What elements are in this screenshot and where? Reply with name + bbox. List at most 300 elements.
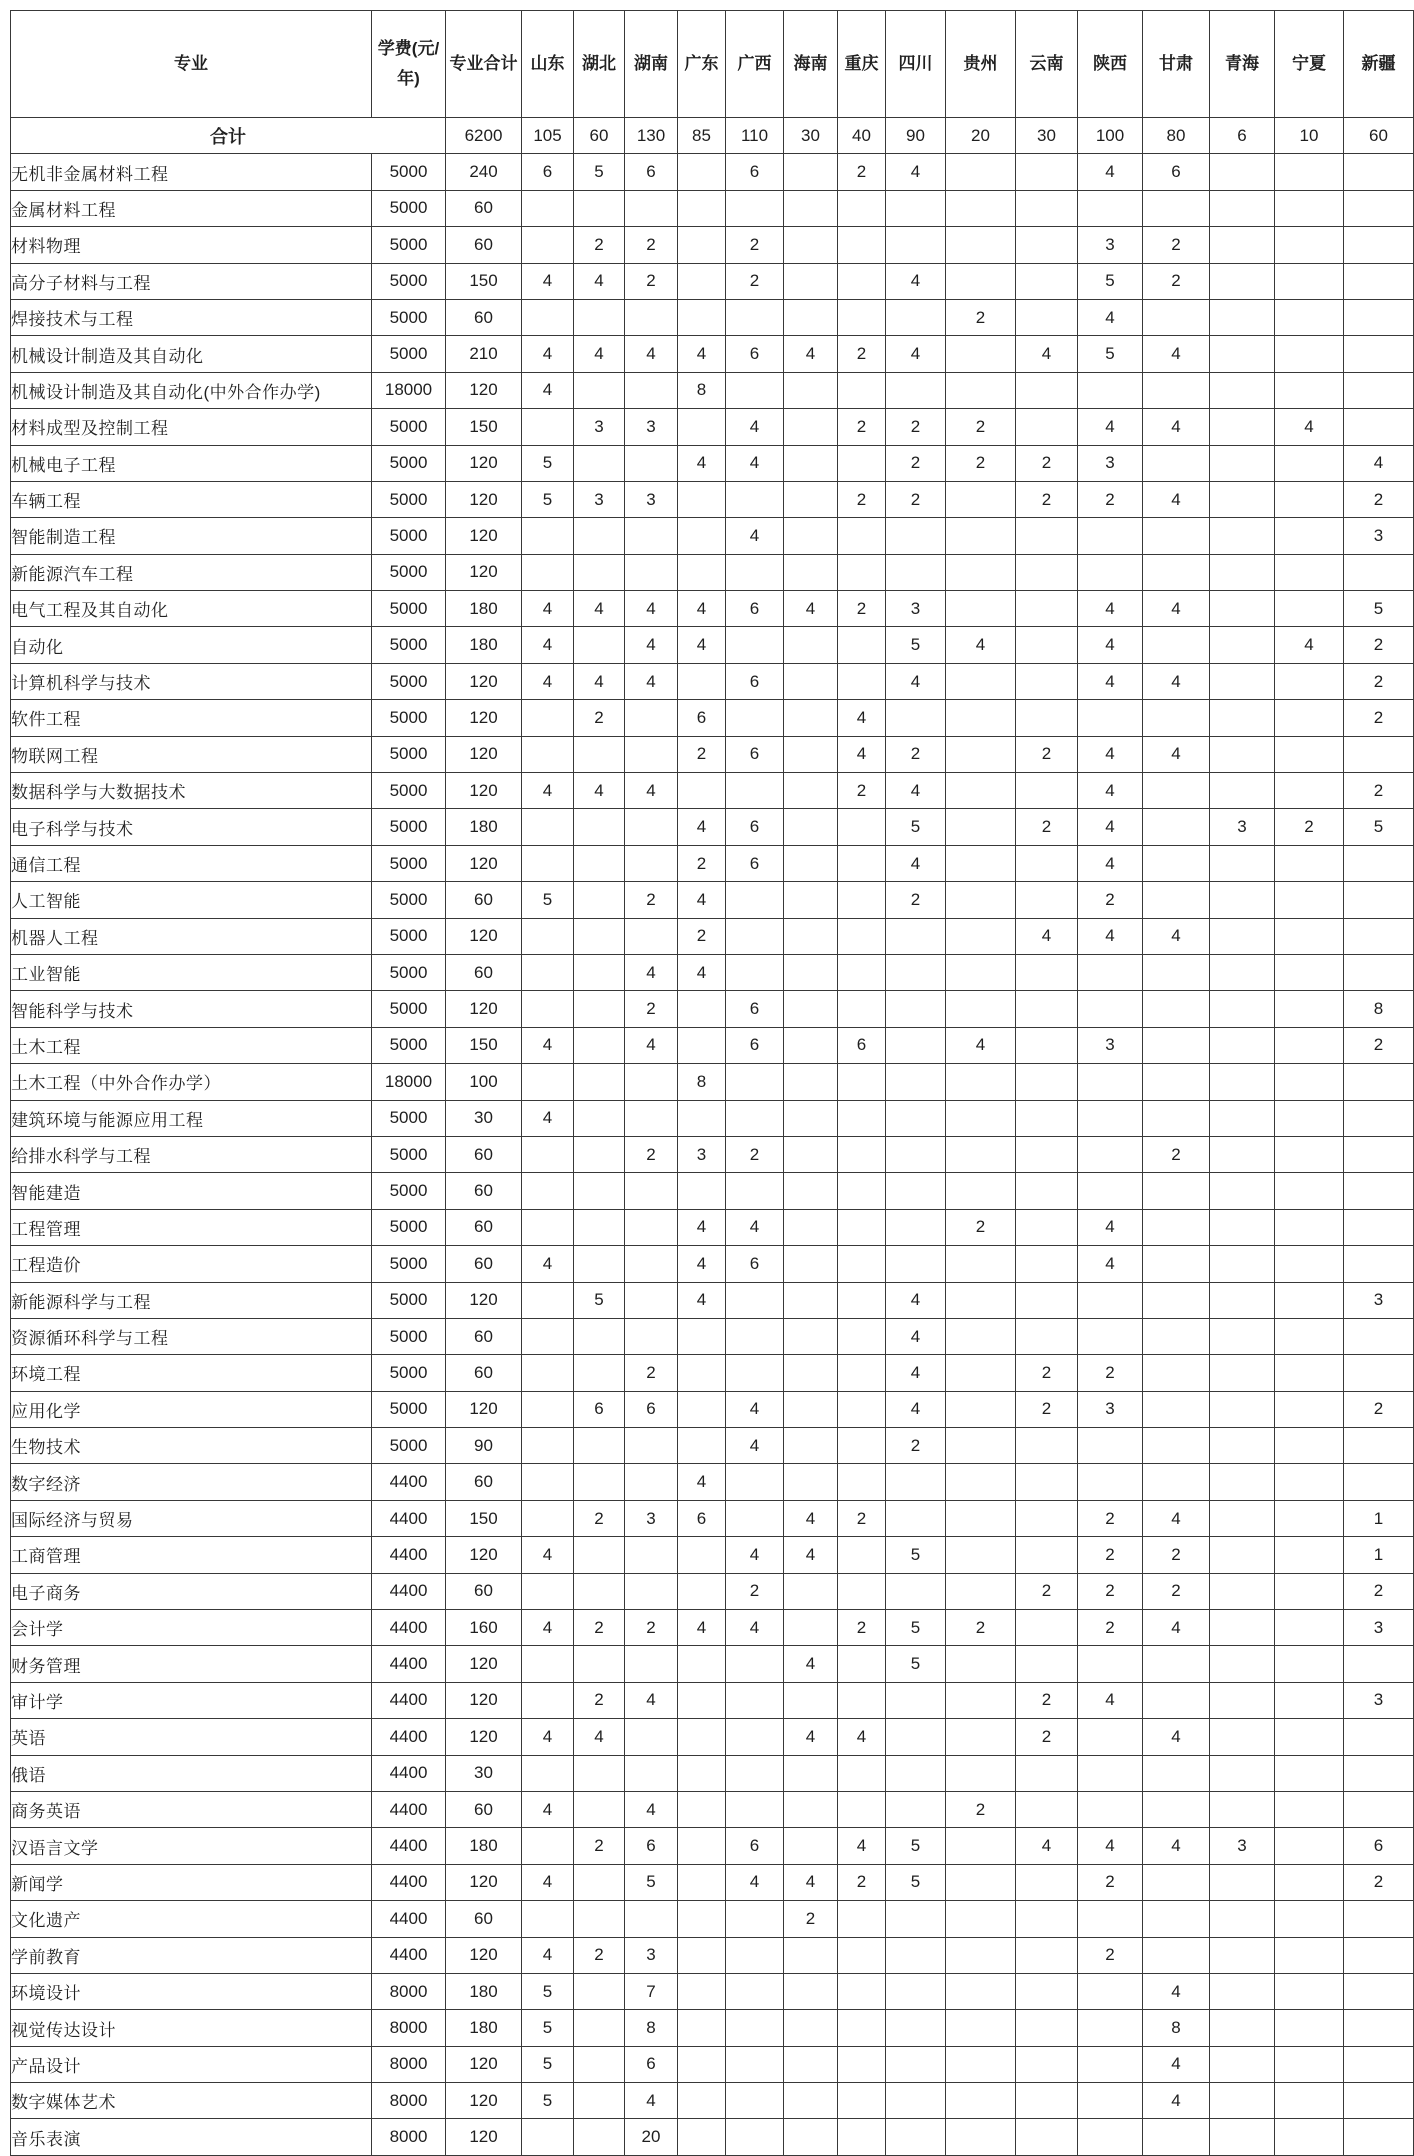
province-quota-cell — [726, 1719, 784, 1755]
province-quota-cell — [886, 1682, 946, 1718]
province-quota-cell: 2 — [838, 481, 886, 517]
province-quota-cell: 2 — [1016, 1682, 1078, 1718]
province-quota-cell: 4 — [574, 336, 625, 372]
province-quota-cell — [1210, 372, 1275, 408]
province-quota-cell: 4 — [1143, 481, 1210, 517]
tuition-fee-cell: 5000 — [372, 991, 446, 1027]
province-quota-cell: 4 — [784, 1719, 838, 1755]
major-name-cell: 数字媒体艺术 — [11, 2083, 372, 2119]
major-name-cell: 商务英语 — [11, 1791, 372, 1827]
province-quota-cell — [946, 1173, 1016, 1209]
province-quota-cell — [946, 154, 1016, 190]
province-quota-cell: 2 — [1016, 445, 1078, 481]
province-quota-cell — [838, 1755, 886, 1791]
major-name-cell: 物联网工程 — [11, 736, 372, 772]
province-quota-cell — [1210, 1391, 1275, 1427]
province-quota-cell — [678, 190, 726, 226]
major-total-cell: 120 — [446, 554, 522, 590]
province-quota-cell — [838, 663, 886, 699]
province-quota-cell — [1210, 409, 1275, 445]
province-quota-cell — [1210, 918, 1275, 954]
table-row — [11, 1973, 1414, 2009]
province-quota-cell: 4 — [726, 1864, 784, 1900]
total-row-province-value: 110 — [726, 118, 784, 154]
province-quota-cell — [1016, 2119, 1078, 2155]
province-quota-cell — [1344, 845, 1414, 881]
major-name-cell: 电子商务 — [11, 1573, 372, 1609]
column-header: 湖北 — [574, 11, 625, 118]
province-quota-cell — [784, 154, 838, 190]
province-quota-cell — [522, 518, 574, 554]
province-quota-cell: 2 — [1016, 1355, 1078, 1391]
province-quota-cell: 4 — [625, 336, 678, 372]
major-name-cell: 资源循环科学与工程 — [11, 1318, 372, 1354]
province-quota-cell — [946, 518, 1016, 554]
major-total-cell: 150 — [446, 1027, 522, 1063]
tuition-fee-cell: 5000 — [372, 1027, 446, 1063]
province-quota-cell: 2 — [1078, 481, 1143, 517]
tuition-fee-cell: 4400 — [372, 1937, 446, 1973]
province-quota-cell — [574, 1100, 625, 1136]
column-header: 广东 — [678, 11, 726, 118]
province-quota-cell: 4 — [1143, 2046, 1210, 2082]
province-quota-cell: 2 — [1016, 1573, 1078, 1609]
table-body — [11, 118, 1414, 2156]
province-quota-cell — [784, 518, 838, 554]
province-quota-cell: 5 — [522, 2046, 574, 2082]
province-quota-cell — [886, 2046, 946, 2082]
province-quota-cell — [1275, 845, 1344, 881]
table-row — [11, 1864, 1414, 1900]
table-row — [11, 1828, 1414, 1864]
province-quota-cell — [1210, 1318, 1275, 1354]
province-quota-cell — [1344, 190, 1414, 226]
province-quota-cell — [1078, 1719, 1143, 1755]
province-quota-cell — [726, 372, 784, 408]
province-quota-cell — [574, 1573, 625, 1609]
province-quota-cell — [1078, 1428, 1143, 1464]
province-quota-cell — [574, 2010, 625, 2046]
province-quota-cell: 6 — [726, 736, 784, 772]
total-row-province-value: 105 — [522, 118, 574, 154]
province-quota-cell — [784, 1209, 838, 1245]
province-quota-cell: 4 — [1143, 918, 1210, 954]
province-quota-cell — [838, 2119, 886, 2155]
province-quota-cell: 6 — [726, 1027, 784, 1063]
province-quota-cell: 4 — [784, 1537, 838, 1573]
province-quota-cell: 3 — [574, 481, 625, 517]
province-quota-cell: 4 — [625, 663, 678, 699]
province-quota-cell — [1016, 991, 1078, 1027]
province-quota-cell — [1016, 1064, 1078, 1100]
column-header: 湖南 — [625, 11, 678, 118]
province-quota-cell: 3 — [678, 1136, 726, 1172]
province-quota-cell — [678, 481, 726, 517]
province-quota-cell — [1016, 1136, 1078, 1172]
province-quota-cell: 2 — [946, 299, 1016, 335]
province-quota-cell — [1275, 1828, 1344, 1864]
province-quota-cell — [1210, 2083, 1275, 2119]
province-quota-cell — [1210, 2046, 1275, 2082]
tuition-fee-cell: 5000 — [372, 736, 446, 772]
province-quota-cell — [522, 918, 574, 954]
table-row — [11, 372, 1414, 408]
province-quota-cell: 2 — [1016, 809, 1078, 845]
province-quota-cell — [574, 1027, 625, 1063]
province-quota-cell: 2 — [1016, 481, 1078, 517]
province-quota-cell — [1016, 663, 1078, 699]
province-quota-cell — [1275, 263, 1344, 299]
major-total-cell: 120 — [446, 1646, 522, 1682]
province-quota-cell: 4 — [1143, 2083, 1210, 2119]
province-quota-cell — [678, 1391, 726, 1427]
province-quota-cell: 2 — [838, 1864, 886, 1900]
province-quota-cell: 4 — [574, 591, 625, 627]
province-quota-cell: 2 — [886, 409, 946, 445]
province-quota-cell — [1143, 190, 1210, 226]
province-quota-cell — [1078, 190, 1143, 226]
province-quota-cell — [1275, 1027, 1344, 1063]
column-header: 新疆 — [1344, 11, 1414, 118]
major-name-cell: 环境工程 — [11, 1355, 372, 1391]
province-quota-cell — [522, 554, 574, 590]
tuition-fee-cell: 4400 — [372, 1573, 446, 1609]
province-quota-cell — [1016, 2010, 1078, 2046]
province-quota-cell: 4 — [886, 1355, 946, 1391]
major-name-cell: 产品设计 — [11, 2046, 372, 2082]
province-quota-cell — [678, 1027, 726, 1063]
province-quota-cell — [1344, 918, 1414, 954]
province-quota-cell: 4 — [1078, 627, 1143, 663]
province-quota-cell — [1016, 299, 1078, 335]
table-row — [11, 591, 1414, 627]
province-quota-cell: 4 — [784, 336, 838, 372]
province-quota-cell — [625, 1537, 678, 1573]
province-quota-cell: 2 — [838, 1610, 886, 1646]
major-name-cell: 土木工程（中外合作办学） — [11, 1064, 372, 1100]
province-quota-cell — [1016, 954, 1078, 990]
province-quota-cell: 4 — [1078, 299, 1143, 335]
province-quota-cell — [886, 2010, 946, 2046]
province-quota-cell: 6 — [522, 154, 574, 190]
tuition-fee-cell: 5000 — [372, 1318, 446, 1354]
province-quota-cell: 5 — [1078, 336, 1143, 372]
province-quota-cell — [886, 991, 946, 1027]
province-quota-cell — [838, 554, 886, 590]
province-quota-cell — [1143, 445, 1210, 481]
province-quota-cell — [838, 299, 886, 335]
province-quota-cell: 6 — [625, 1391, 678, 1427]
province-quota-cell — [522, 409, 574, 445]
major-name-cell: 无机非金属材料工程 — [11, 154, 372, 190]
table-row — [11, 1064, 1414, 1100]
province-quota-cell: 4 — [1016, 918, 1078, 954]
province-quota-cell: 2 — [784, 1901, 838, 1937]
province-quota-cell: 4 — [784, 1646, 838, 1682]
province-quota-cell: 5 — [886, 1537, 946, 1573]
province-quota-cell — [1016, 1246, 1078, 1282]
tuition-fee-cell: 4400 — [372, 1719, 446, 1755]
tuition-fee-cell: 4400 — [372, 1901, 446, 1937]
province-quota-cell — [1210, 1791, 1275, 1827]
province-quota-cell: 3 — [625, 481, 678, 517]
province-quota-cell — [625, 1646, 678, 1682]
province-quota-cell — [726, 1500, 784, 1536]
province-quota-cell — [838, 1464, 886, 1500]
province-quota-cell: 6 — [625, 2046, 678, 2082]
province-quota-cell — [1275, 1391, 1344, 1427]
province-quota-cell — [1016, 1937, 1078, 1973]
province-quota-cell — [1210, 1282, 1275, 1318]
major-total-cell: 180 — [446, 1828, 522, 1864]
table-row — [11, 1719, 1414, 1755]
province-quota-cell — [522, 2119, 574, 2155]
major-total-cell: 30 — [446, 1100, 522, 1136]
province-quota-cell — [784, 1791, 838, 1827]
province-quota-cell — [1275, 1355, 1344, 1391]
province-quota-cell — [784, 1973, 838, 2009]
province-quota-cell — [1275, 1719, 1344, 1755]
province-quota-cell: 2 — [1016, 1719, 1078, 1755]
major-total-cell: 150 — [446, 409, 522, 445]
province-quota-cell: 4 — [678, 445, 726, 481]
major-total-cell: 120 — [446, 736, 522, 772]
province-quota-cell: 4 — [1143, 1828, 1210, 1864]
tuition-fee-cell: 5000 — [372, 845, 446, 881]
major-total-cell: 60 — [446, 1901, 522, 1937]
province-quota-cell — [1275, 2083, 1344, 2119]
province-quota-cell — [1275, 154, 1344, 190]
province-quota-cell: 2 — [946, 1209, 1016, 1245]
province-quota-cell: 5 — [625, 1864, 678, 1900]
province-quota-cell — [784, 227, 838, 263]
province-quota-cell — [886, 227, 946, 263]
province-quota-cell — [838, 1573, 886, 1609]
province-quota-cell — [726, 1173, 784, 1209]
province-quota-cell — [784, 845, 838, 881]
province-quota-cell — [1344, 263, 1414, 299]
province-quota-cell — [678, 1755, 726, 1791]
province-quota-cell — [946, 1391, 1016, 1427]
province-quota-cell: 4 — [678, 627, 726, 663]
province-quota-cell — [784, 2119, 838, 2155]
province-quota-cell — [946, 1901, 1016, 1937]
province-quota-cell — [1344, 336, 1414, 372]
province-quota-cell — [678, 263, 726, 299]
major-total-cell: 60 — [446, 1173, 522, 1209]
province-quota-cell — [1344, 2010, 1414, 2046]
province-quota-cell — [784, 372, 838, 408]
province-quota-cell — [574, 1318, 625, 1354]
tuition-fee-cell: 5000 — [372, 518, 446, 554]
province-quota-cell — [1344, 1755, 1414, 1791]
table-row — [11, 2046, 1414, 2082]
province-quota-cell — [625, 445, 678, 481]
province-quota-cell — [1143, 773, 1210, 809]
tuition-fee-cell: 5000 — [372, 481, 446, 517]
column-header: 专业合计 — [446, 11, 522, 118]
province-quota-cell: 6 — [726, 845, 784, 881]
province-quota-cell — [1143, 1173, 1210, 1209]
province-quota-cell — [886, 1209, 946, 1245]
major-total-cell: 240 — [446, 154, 522, 190]
province-quota-cell: 6 — [726, 1828, 784, 1864]
province-quota-cell — [726, 1355, 784, 1391]
province-quota-cell: 6 — [574, 1391, 625, 1427]
province-quota-cell — [1275, 700, 1344, 736]
province-quota-cell: 2 — [886, 481, 946, 517]
province-quota-cell — [726, 1064, 784, 1100]
province-quota-cell — [1078, 1282, 1143, 1318]
total-row — [11, 118, 1414, 154]
major-name-cell: 工程管理 — [11, 1209, 372, 1245]
tuition-fee-cell: 5000 — [372, 773, 446, 809]
province-quota-cell — [1275, 1573, 1344, 1609]
province-quota-cell — [726, 554, 784, 590]
province-quota-cell: 4 — [1143, 1610, 1210, 1646]
table-row — [11, 700, 1414, 736]
province-quota-cell: 4 — [522, 591, 574, 627]
table-row — [11, 882, 1414, 918]
province-quota-cell — [1344, 1719, 1414, 1755]
province-quota-cell — [678, 1864, 726, 1900]
province-quota-cell — [1210, 1209, 1275, 1245]
province-quota-cell — [946, 1646, 1016, 1682]
major-name-cell: 新能源汽车工程 — [11, 554, 372, 590]
province-quota-cell — [784, 882, 838, 918]
province-quota-cell — [1344, 1464, 1414, 1500]
column-header: 贵州 — [946, 11, 1016, 118]
province-quota-cell — [838, 2083, 886, 2119]
major-name-cell: 材料物理 — [11, 227, 372, 263]
province-quota-cell — [946, 2010, 1016, 2046]
province-quota-cell — [838, 882, 886, 918]
province-quota-cell — [1143, 1246, 1210, 1282]
tuition-fee-cell: 5000 — [372, 1282, 446, 1318]
table-row — [11, 263, 1414, 299]
province-quota-cell — [1016, 1646, 1078, 1682]
province-quota-cell — [784, 1391, 838, 1427]
province-quota-cell — [946, 1937, 1016, 1973]
province-quota-cell — [1078, 2083, 1143, 2119]
tuition-fee-cell: 5000 — [372, 954, 446, 990]
province-quota-cell — [625, 1064, 678, 1100]
province-quota-cell: 2 — [1078, 1537, 1143, 1573]
province-quota-cell — [678, 1355, 726, 1391]
province-quota-cell — [1143, 1755, 1210, 1791]
province-quota-cell: 2 — [678, 845, 726, 881]
province-quota-cell — [625, 1719, 678, 1755]
province-quota-cell — [625, 190, 678, 226]
province-quota-cell — [946, 1719, 1016, 1755]
province-quota-cell — [522, 736, 574, 772]
province-quota-cell — [1344, 954, 1414, 990]
province-quota-cell — [886, 1464, 946, 1500]
province-quota-cell — [1344, 154, 1414, 190]
province-quota-cell: 4 — [522, 663, 574, 699]
province-quota-cell — [522, 1901, 574, 1937]
province-quota-cell — [946, 918, 1016, 954]
province-quota-cell — [946, 2046, 1016, 2082]
province-quota-cell — [1275, 299, 1344, 335]
province-quota-cell — [574, 2119, 625, 2155]
province-quota-cell — [946, 1682, 1016, 1718]
province-quota-cell: 2 — [625, 263, 678, 299]
province-quota-cell: 3 — [625, 409, 678, 445]
province-quota-cell — [1275, 2119, 1344, 2155]
province-quota-cell — [625, 372, 678, 408]
province-quota-cell — [678, 1100, 726, 1136]
province-quota-cell — [1078, 372, 1143, 408]
province-quota-cell — [946, 700, 1016, 736]
province-quota-cell — [1275, 591, 1344, 627]
tuition-fee-cell: 8000 — [372, 2010, 446, 2046]
province-quota-cell — [1344, 1100, 1414, 1136]
major-name-cell: 英语 — [11, 1719, 372, 1755]
table-row — [11, 2083, 1414, 2119]
province-quota-cell — [1016, 1027, 1078, 1063]
province-quota-cell — [838, 1391, 886, 1427]
table-row — [11, 299, 1414, 335]
province-quota-cell — [522, 1682, 574, 1718]
province-quota-cell — [1344, 1173, 1414, 1209]
province-quota-cell: 4 — [678, 954, 726, 990]
province-quota-cell — [946, 809, 1016, 845]
province-quota-cell — [574, 2083, 625, 2119]
province-quota-cell — [522, 1355, 574, 1391]
province-quota-cell: 2 — [1344, 1027, 1414, 1063]
province-quota-cell — [726, 481, 784, 517]
column-header: 专业 — [11, 11, 372, 118]
province-quota-cell — [1275, 1100, 1344, 1136]
province-quota-cell: 4 — [625, 2083, 678, 2119]
major-name-cell: 智能制造工程 — [11, 518, 372, 554]
major-total-cell: 60 — [446, 1209, 522, 1245]
major-name-cell: 视觉传达设计 — [11, 2010, 372, 2046]
province-quota-cell: 6 — [726, 809, 784, 845]
province-quota-cell — [1275, 918, 1344, 954]
province-quota-cell — [1016, 700, 1078, 736]
province-quota-cell — [1275, 1791, 1344, 1827]
province-quota-cell — [1210, 227, 1275, 263]
province-quota-cell: 2 — [1344, 700, 1414, 736]
province-quota-cell — [784, 1464, 838, 1500]
major-name-cell: 通信工程 — [11, 845, 372, 881]
province-quota-cell: 5 — [574, 154, 625, 190]
province-quota-cell — [625, 1209, 678, 1245]
province-quota-cell: 6 — [1143, 154, 1210, 190]
province-quota-cell: 6 — [726, 1246, 784, 1282]
province-quota-cell — [726, 882, 784, 918]
major-name-cell: 机械电子工程 — [11, 445, 372, 481]
column-header: 学费(元/年) — [372, 11, 446, 118]
total-row-province-value: 90 — [886, 118, 946, 154]
table-row — [11, 1246, 1414, 1282]
province-quota-cell — [726, 1937, 784, 1973]
province-quota-cell — [946, 954, 1016, 990]
province-quota-cell — [1143, 1428, 1210, 1464]
province-quota-cell — [946, 336, 1016, 372]
tuition-fee-cell: 4400 — [372, 1755, 446, 1791]
province-quota-cell: 4 — [625, 627, 678, 663]
province-quota-cell: 5 — [886, 1864, 946, 1900]
province-quota-cell: 2 — [625, 882, 678, 918]
major-total-cell: 60 — [446, 954, 522, 990]
table-row — [11, 1537, 1414, 1573]
table-row — [11, 1646, 1414, 1682]
major-total-cell: 180 — [446, 2010, 522, 2046]
province-quota-cell: 3 — [625, 1500, 678, 1536]
